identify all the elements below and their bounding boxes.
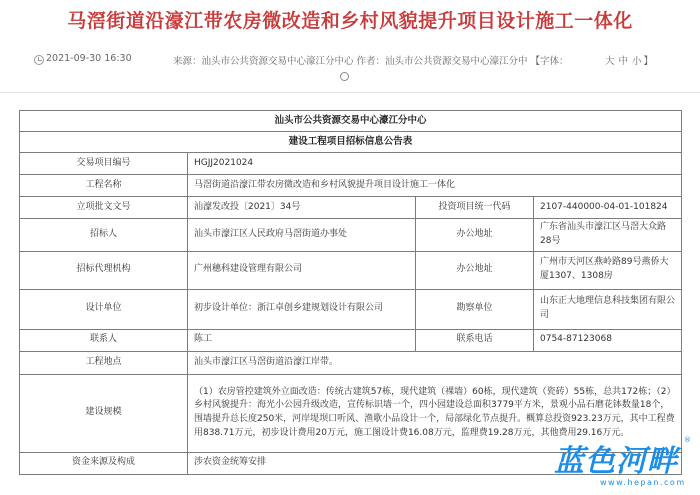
row-label: 联系人 [20,329,188,351]
table-header-title: 建设工程项目招标信息公告表 [20,132,682,153]
row-label: 投资项目统一代码 [416,197,534,219]
table-row [20,219,682,252]
font-large-link[interactable]: 大 [605,56,615,67]
page-title: 马滘街道沿濠江带农房微改造和乡村风貌提升项目设计施工一体化 [67,10,633,32]
row-label: 工程地点 [20,351,188,374]
table-row [20,251,682,289]
registered-mark: ® [684,436,691,444]
table-header-center: 汕头市公共资源交易中心濠江分中心 [20,111,682,132]
article-meta [0,52,700,92]
watermark-logo [548,432,696,492]
row-value: 0754-87123068 [534,329,682,351]
row-value: HGJJ2021024 [188,153,682,175]
row-label: 交易项目编号 [20,153,188,175]
row-label: 勘察单位 [416,289,534,329]
row-label: 立项批文文号 [20,197,188,219]
row-label: 招标代理机构 [20,251,188,289]
row-value: 广州市天河区燕岭路89号燕侨大厦1307、1308房 [534,251,682,289]
row-label: 办公地址 [416,251,534,289]
font-small-link[interactable]: 小 [632,56,642,67]
row-label: 资金来源及构成 [20,452,188,474]
watermark-text: 蓝色河畔 [554,444,678,479]
divider [0,92,700,93]
watermark-url: www.hepan.com [600,478,686,487]
row-label: 联系电话 [416,329,534,351]
publish-date: 2021-09-30 16:30 [46,53,132,64]
row-value: 汕濠发改投〔2021〕34号 [188,197,416,219]
clock-icon [34,55,44,65]
row-value: 涉农资金统筹安排 [188,452,682,474]
row-value: （1）农房管控建筑外立面改造：传统古建筑57栋，现代建筑（裸墙）60栋，现代建筑（瓷砖）55栋，总共172栋；（2）乡村风貌提升：海光小公园升级改造，宣传标识墙一个，四小园建设总面积3779平方米，景观小品石磨花钵数量18个，围墙提升总长度250米，河岸堤坝口听风、渔歌小品设计一个，局部绿化节点提升。概算总投资923.23万元，其中工程费用838.71万元，初步设计费用20万元，施工图设计费16.08万元，监理费19.28万元，其他费用29.16万元。 [188,374,682,452]
table-row [20,197,682,219]
font-medium-link[interactable]: 中 [618,56,629,67]
row-value: 汕头市濠江区人民政府马滘街道办事处 [188,219,416,252]
row-label: 工程名称 [20,175,188,197]
row-value: 马滘街道沿濠江带农房微改造和乡村风貌提升项目设计施工一体化 [188,175,682,197]
table-row [20,351,682,374]
row-label: 设计单位 [20,289,188,329]
table-row [20,289,682,329]
row-value: 汕头市濠江区马滘街道沿濠江岸带。 [188,351,682,374]
row-label: 建设规模 [20,374,188,452]
font-size-controls [603,53,653,67]
row-value: 陈工 [188,329,416,351]
row-value: 山东正大地理信息科技集团有限公司 [534,289,682,329]
row-value: 广东省汕头市濠江区马滘大众路28号 [534,219,682,252]
row-value: 2107-440000-04-01-101824 [534,197,682,219]
tender-info-table [19,110,682,475]
table-row [20,329,682,351]
table-row [20,153,682,175]
row-label: 办公地址 [416,219,534,252]
row-value: 初步设计单位：浙江卓创乡建规划设计有限公司 [188,289,416,329]
font-close-bracket: 】 [643,56,654,67]
row-label: 招标人 [20,219,188,252]
row-value: 广州穗科建设管理有限公司 [188,251,416,289]
source-author: 来源：汕头市公共资源交易中心濠江分中心 作者：汕头市公共资源交易中心濠江分中 【字体： [173,56,569,67]
table-row [20,175,682,197]
close-circle-icon[interactable] [340,72,349,81]
